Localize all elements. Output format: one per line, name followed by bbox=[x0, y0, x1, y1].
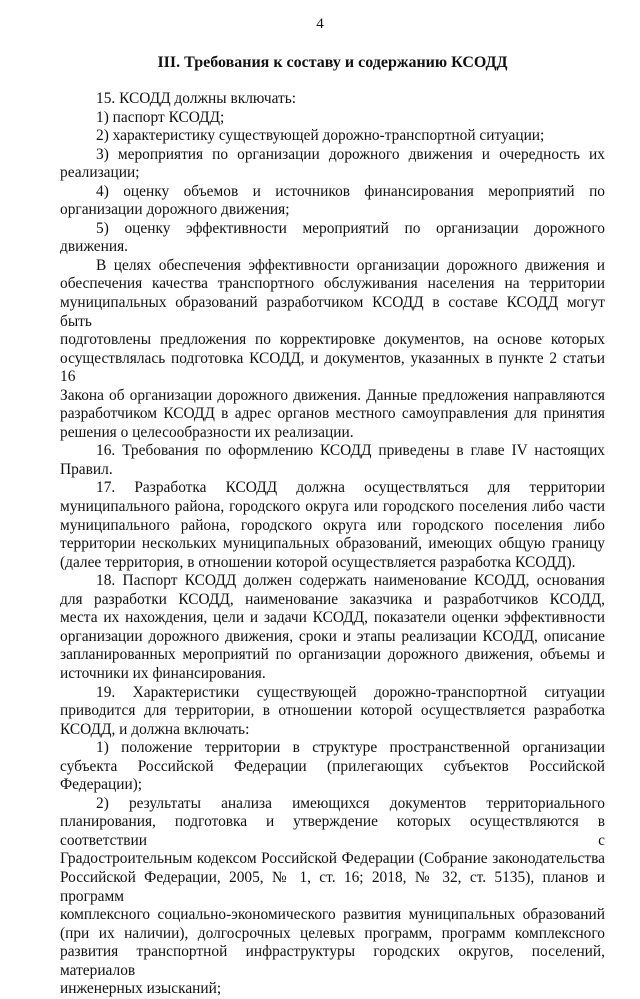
text-line: В целях обеспечения эффективности организации дорожного движения и bbox=[96, 256, 605, 274]
text-line: (далее территория, в отношении которой осуществляется разработка КСОДД). bbox=[60, 553, 576, 571]
text-line: организации дорожного движения; bbox=[60, 201, 290, 219]
text-line: 2) результаты анализа имеющихся документов территориального bbox=[96, 794, 605, 812]
text-line: 16. Требования по оформлению КСОДД приведены в главе IV настоящих bbox=[96, 442, 605, 460]
text-line: 3) мероприятия по организации дорожного движения и очередность их bbox=[96, 145, 605, 163]
text-line: движения. bbox=[60, 238, 128, 256]
text-line: Закона об организации дорожного движения. Данные предложения направляются bbox=[60, 386, 605, 404]
text-line: 17. Разработка КСОДД должна осуществляться для территории bbox=[96, 479, 605, 497]
text-line: разработчиком КСОДД в адрес органов местного самоуправления для принятия bbox=[60, 405, 605, 423]
text-line: места их нахождения, цели и задачи КСОДД, показатели оценки эффективности bbox=[60, 609, 605, 627]
text-line: планирования, подготовка и утверждение которых осуществляются в соответствии с bbox=[60, 813, 605, 849]
text-line: 2) характеристику существующей дорожно-транспортной ситуации; bbox=[96, 127, 545, 145]
text-line: муниципального района, городского округа или городского поселения либо части bbox=[60, 498, 605, 516]
text-line: осуществлялась подготовка КСОДД, и документов, указанных в пункте 2 статьи 16 bbox=[60, 349, 605, 386]
text-line: территории нескольких муниципальных образований, имеющих общую границу bbox=[60, 535, 605, 553]
text-line: 1) положение территории в структуре пространственной организации bbox=[96, 739, 605, 757]
text-line: Правил. bbox=[60, 460, 113, 478]
text-line: 1) паспорт КСОДД; bbox=[96, 108, 225, 126]
text-line: Градостроительным кодексом Российской Федерации (Собрание законодательства bbox=[60, 850, 605, 868]
text-line: запланированных мероприятий по организации дорожного движения, объемы и bbox=[60, 646, 605, 664]
text-line: 19. Характеристики существующей дорожно-транспортной ситуации bbox=[96, 683, 605, 701]
text-line: обеспечения качества транспортного обслуживания населения на территории bbox=[60, 275, 605, 293]
text-line: комплексного социально-экономического развития муниципальных образований bbox=[60, 906, 605, 924]
text-line: 5) оценку эффективности мероприятий по организации дорожного bbox=[96, 219, 605, 237]
text-line: источники их финансирования. bbox=[60, 664, 266, 682]
text-line: реализации; bbox=[60, 164, 140, 182]
document-body bbox=[60, 90, 605, 999]
text-line: 4) оценку объемов и источников финансирования мероприятий по bbox=[96, 182, 605, 200]
text-line: приводится для территории, в отношении которой осуществляется разработка bbox=[60, 702, 605, 720]
text-line: для разработки КСОДД, наименование заказчика и разработчиков КСОДД, bbox=[60, 590, 605, 608]
text-line: 18. Паспорт КСОДД должен содержать наименование КСОДД, основания bbox=[96, 572, 605, 590]
text-line: (при их наличии), долгосрочных целевых программ, программ комплексного bbox=[60, 924, 605, 942]
text-line: субъекта Российской Федерации (прилегающих субъектов Российской Федерации); bbox=[60, 757, 605, 794]
text-line: КСОДД, и должна включать: bbox=[60, 720, 250, 738]
section-title: III. Требования к составу и содержанию КСОДД bbox=[157, 54, 508, 71]
page-number: 4 bbox=[316, 16, 324, 32]
text-line: муниципальных образований разработчиком КСОДД в составе КСОДД могут быть bbox=[60, 294, 605, 330]
text-line: муниципального района, городского округа или городского поселения либо bbox=[60, 516, 605, 534]
text-line: инженерных изысканий; bbox=[60, 980, 222, 998]
text-line: развития транспортной инфраструктуры городских округов, поселений, материалов bbox=[60, 943, 605, 979]
text-line: подготовлены предложения по корректировке документов, на основе которых bbox=[60, 331, 605, 349]
text-line: 15. КСОДД должны включать: bbox=[96, 90, 297, 107]
text-line: решения о целесообразности их реализации. bbox=[60, 423, 354, 441]
text-line: Российской Федерации, 2005, № 1, ст. 16; 2018, № 32, ст. 5135), планов и программ bbox=[60, 868, 605, 905]
text-line: организации дорожного движения, сроки и этапы реализации КСОДД, описание bbox=[60, 627, 605, 645]
